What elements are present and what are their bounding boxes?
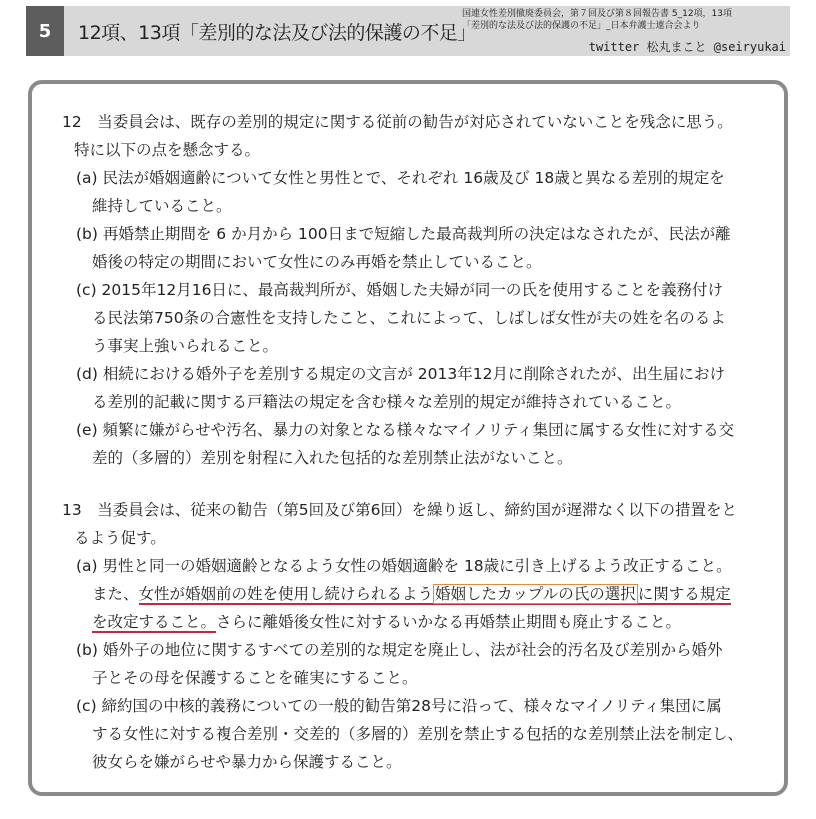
twitter-credit: twitter 松丸まこと @seiryukai xyxy=(588,40,786,54)
para13-a-line3-suffix: さらに離婚後女性に対するいかなる再婚禁止期間も廃止すること。 xyxy=(216,613,682,631)
para12-item-d-line2: る差別的記載に関する戸籍法の規定を含む様々な差別的規定が維持されていること。 xyxy=(92,393,682,411)
para13-a-line2-prefix: また、 xyxy=(92,585,139,603)
para13-item-b-line2: 子とその母を保護することを確実にすること。 xyxy=(92,669,418,687)
para12-item-d-line1: (d) 相続における婚外子を差別する規定の文言が 2013年12月に削除されたが、出生届におけ xyxy=(76,365,725,383)
para12-item-e-line1: (e) 頻繁に嫌がらせや汚名、暴力の対象となる様々なマイノリティ集団に属する女性に対する交 xyxy=(76,421,735,439)
para13-item-c-line3: 彼女らを嫌がらせや暴力から保護すること。 xyxy=(92,753,402,771)
para12-item-c-line3: う事実上強いられること。 xyxy=(92,337,279,355)
para13-a-highlight-text-1: 女性が婚姻前の姓を使用し続けられるよう xyxy=(138,585,434,603)
para13-line1: 13 当委員会は、従来の勧告（第5回及び第6回）を繰り返し、締約国が遅滞なく以下の措置をと xyxy=(62,501,737,519)
para12-item-e-line2: 差的（多層的）差別を射程に入れた包括的な差別禁止法がないこと。 xyxy=(92,449,573,467)
para13-item-a-line2 xyxy=(92,584,731,606)
para13-item-c-line1: (c) 締約国の中核的義務についての一般的勧告第28号に沿って、様々なマイノリティ集団に属 xyxy=(76,697,722,715)
para12-item-a-line1: (a) 民法が婚姻適齢について女性と男性とで、それぞれ 16歳及び 18歳と異なる差別的規定を xyxy=(76,169,725,187)
para13-item-c-line2: する女性に対する複合差別・交差的（多層的）差別を禁止する包括的な差別禁止法を制定し、 xyxy=(92,725,744,743)
section-number: 5 xyxy=(26,6,64,56)
para12-item-c-line1: (c) 2015年12月16日に、最高裁判所が、婚姻した夫婦が同一の氏を使用することを義務付け xyxy=(76,281,723,299)
para13-a-highlight-text-3: に関する規定 xyxy=(637,585,731,603)
para12-item-b-line2: 婚後の特定の期間において女性にのみ再婚を禁止していること。 xyxy=(92,253,542,271)
highlight-underline-1 xyxy=(139,585,731,605)
para12-line1: 12 当委員会は、既存の差別的規定に関する従前の勧告が対応されていないことを残念に思う。 xyxy=(62,113,733,131)
source-line-2: 「差別的な法及び法的保護の不足」_日本弁護士連合会より xyxy=(462,21,701,31)
para13-line2: るよう促す。 xyxy=(74,529,166,547)
para12-item-b-line1: (b) 再婚禁止期間を 6 か月から 100日まで短縮した最高裁判所の決定はなされたが、民法が離 xyxy=(76,225,731,243)
para12-line2: 特に以下の点を懸念する。 xyxy=(74,141,261,159)
para13-item-a-line3 xyxy=(92,612,681,634)
highlight-underline-2: を改定すること。 xyxy=(92,613,217,631)
para12-item-c-line2: る民法第750条の合憲性を支持したこと、これによって、しばしば女性が夫の姓を名のるよ xyxy=(92,309,726,327)
para12-item-a-line2: 維持していること。 xyxy=(92,197,232,215)
para13-item-a-line1: (a) 男性と同一の婚姻適齢となるよう女性の婚姻適齢を 18歳に引き上げるよう改正すること。 xyxy=(76,557,732,575)
source-line-1: 国連女性差別撤廃委員会，第７回及び第８回報告書 5_12項，13項 xyxy=(462,9,732,19)
page-title: 12項、13項「差別的な法及び法的保護の不足」 xyxy=(78,21,476,44)
para13-item-b-line1: (b) 婚外子の地位に関するすべての差別的な規定を廃止し、法が社会的汚名及び差別から婚外 xyxy=(76,641,723,659)
highlight-box-surname-choice: 婚姻したカップルの氏の選択 xyxy=(435,585,636,603)
source-note xyxy=(462,8,788,32)
